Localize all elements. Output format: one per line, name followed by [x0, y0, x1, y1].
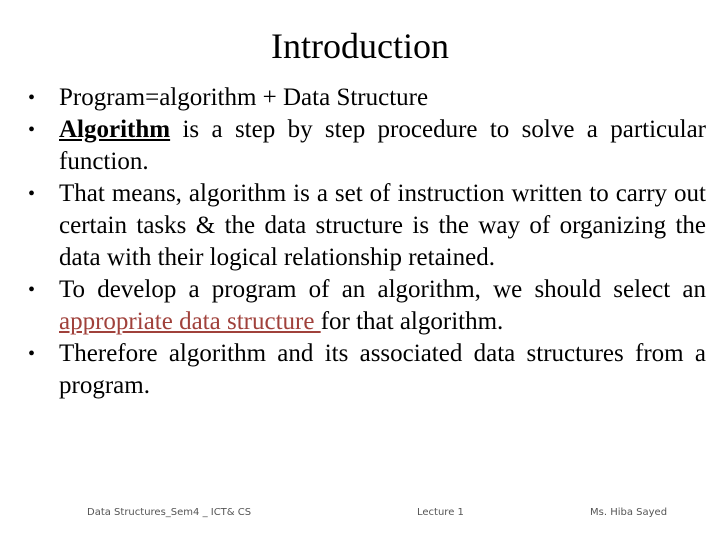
bullet-dot-icon: • — [28, 279, 36, 301]
slide-title: Introduction — [271, 26, 449, 66]
footer-course: Data Structures_Sem4 _ ICT& CS — [87, 507, 252, 518]
bullet-text: That means, algorithm is a set of instruction written to carry out certain tasks & the data structure is the way of organizing the data with their logical relationship retained. — [59, 180, 706, 271]
bullet-dot-icon: • — [28, 183, 36, 205]
bullet-text: is a step by step procedure to solve a particular function. — [59, 116, 706, 175]
bullet-dot-icon: • — [28, 119, 36, 141]
bullet-text: for that algorithm. — [320, 308, 504, 335]
footer-lecture: Lecture 1 — [417, 507, 464, 518]
bullet-dot-icon: • — [28, 87, 36, 109]
bullet-dot-icon: • — [28, 343, 36, 365]
bullet-text: To develop a program of an algorithm, we should select an — [59, 276, 706, 303]
bullet-item — [26, 114, 706, 178]
bullet-item — [26, 178, 706, 274]
bullet-item — [26, 82, 706, 114]
bullet-text: Program=algorithm + Data Structure — [59, 84, 429, 111]
bullet-item — [26, 274, 706, 338]
bullet-list — [26, 82, 706, 402]
appropriate-data-structure-link[interactable]: appropriate data structure — [59, 308, 321, 335]
keyword-algorithm: Algorithm — [59, 116, 171, 143]
footer-author: Ms. Hiba Sayed — [590, 507, 668, 518]
bullet-item — [26, 338, 706, 402]
bullet-text: Therefore algorithm and its associated data structures from a program. — [59, 340, 706, 399]
